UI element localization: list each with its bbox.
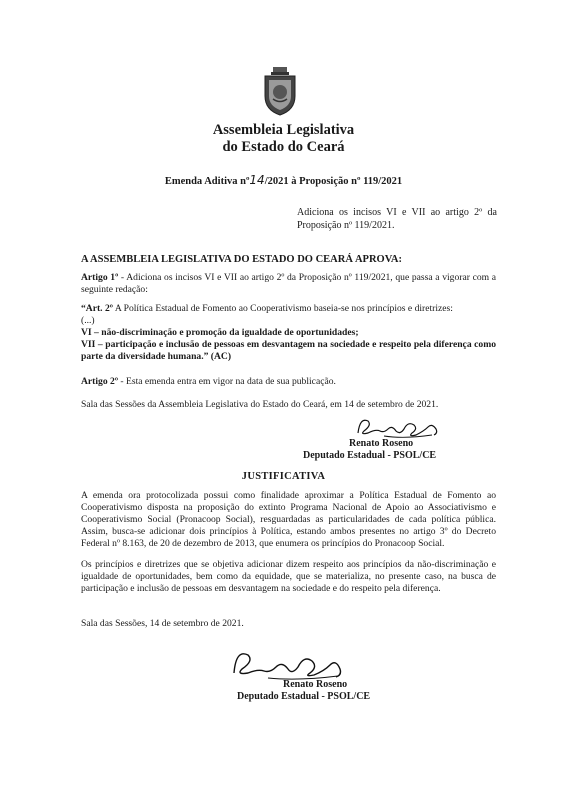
article-1-label: Artigo 1º	[81, 272, 119, 283]
handwritten-signature	[354, 411, 444, 441]
institution-header	[0, 122, 567, 156]
quoted-article	[81, 303, 496, 363]
institution-line-1: Assembleia Legislativa	[212, 122, 355, 138]
justification-paragraph-2: Os princípios e diretrizes que se objetiva adicionar dizem respeito aos princípios da não-discriminação e igualdade de oportunidades, bem como da equidade, que se materializa, no presente caso, na busca de participação e inclusão de pessoas em desvantagem na sociedade e do respeito pela diferença.	[81, 559, 496, 594]
quote-text: A Política Estadual de Fomento ao Cooperativismo baseia-se nos princípios e diretrizes:	[112, 303, 453, 314]
justification-session-date: Sala das Sessões, 14 de setembro de 2021.	[81, 618, 244, 629]
state-coat-of-arms-icon	[261, 66, 299, 116]
amendment-title-suffix: /2021 à Proposição nº 119/2021	[264, 176, 403, 187]
quote-label: “Art. 2º	[81, 303, 113, 314]
justification-paragraph-1: A emenda ora protocolizada possui como finalidade aproximar a Política Estadual de Fomento ao Cooperativismo disposta na proposição do extinto Programa Nacional de Apoio ao Associativismo e Cooperativismo Social (Pronacoop Social), resguardadas as particularidades de cada política pública. Assim, busca-se adicionar dois princípios à Política, estando ambos presentes no artigo 3º do Decreto Federal nº 8.163, de 20 de dezembro de 2013, que enumera os princípios do Pronacoop Social.	[81, 490, 496, 549]
article-1	[81, 272, 496, 296]
signer-role: Deputado Estadual - PSOL/CE	[303, 450, 437, 461]
amendment-number-handwritten: 14	[249, 173, 265, 187]
approve-heading: A ASSEMBLEIA LEGISLATIVA DO ESTADO DO CEARÁ APROVA:	[81, 254, 403, 265]
quote-ellipsis: (...)	[81, 315, 95, 326]
session-date-line: Sala das Sessões da Assembleia Legislativa do Estado do Ceará, em 14 de setembro de 2021.	[81, 399, 439, 410]
article-1-text: - Adiciona os incisos VI e VII ao artigo 2º da Proposição nº 119/2021, que passa a vigorar com a seguinte redação:	[81, 272, 496, 295]
article-2-text: - Esta emenda entra em vigor na data de sua publicação.	[118, 376, 336, 387]
article-2-label: Artigo 2º	[81, 376, 119, 387]
signer-role-2: Deputado Estadual - PSOL/CE	[237, 691, 371, 702]
handwritten-signature-2	[228, 643, 348, 683]
amendment-title-prefix: Emenda Aditiva nº	[164, 176, 250, 187]
amendment-summary: Adiciona os incisos VI e VII ao artigo 2º da Proposição nº 119/2021.	[297, 207, 497, 231]
signer-name-2: Renato Roseno	[283, 679, 348, 690]
signer-name: Renato Roseno	[349, 438, 414, 449]
inciso-vii: VII – participação e inclusão de pessoas em desvantagem na sociedade e respeito pela diferença como parte da diversidade humana.” (AC)	[81, 339, 496, 362]
amendment-title	[0, 173, 567, 187]
justification-heading: JUSTIFICATIVA	[241, 471, 326, 482]
inciso-vi: VI – não-discriminação e promoção da igualdade de oportunidades;	[81, 327, 359, 338]
institution-line-2: do Estado do Ceará	[222, 139, 345, 155]
article-2	[81, 376, 496, 388]
